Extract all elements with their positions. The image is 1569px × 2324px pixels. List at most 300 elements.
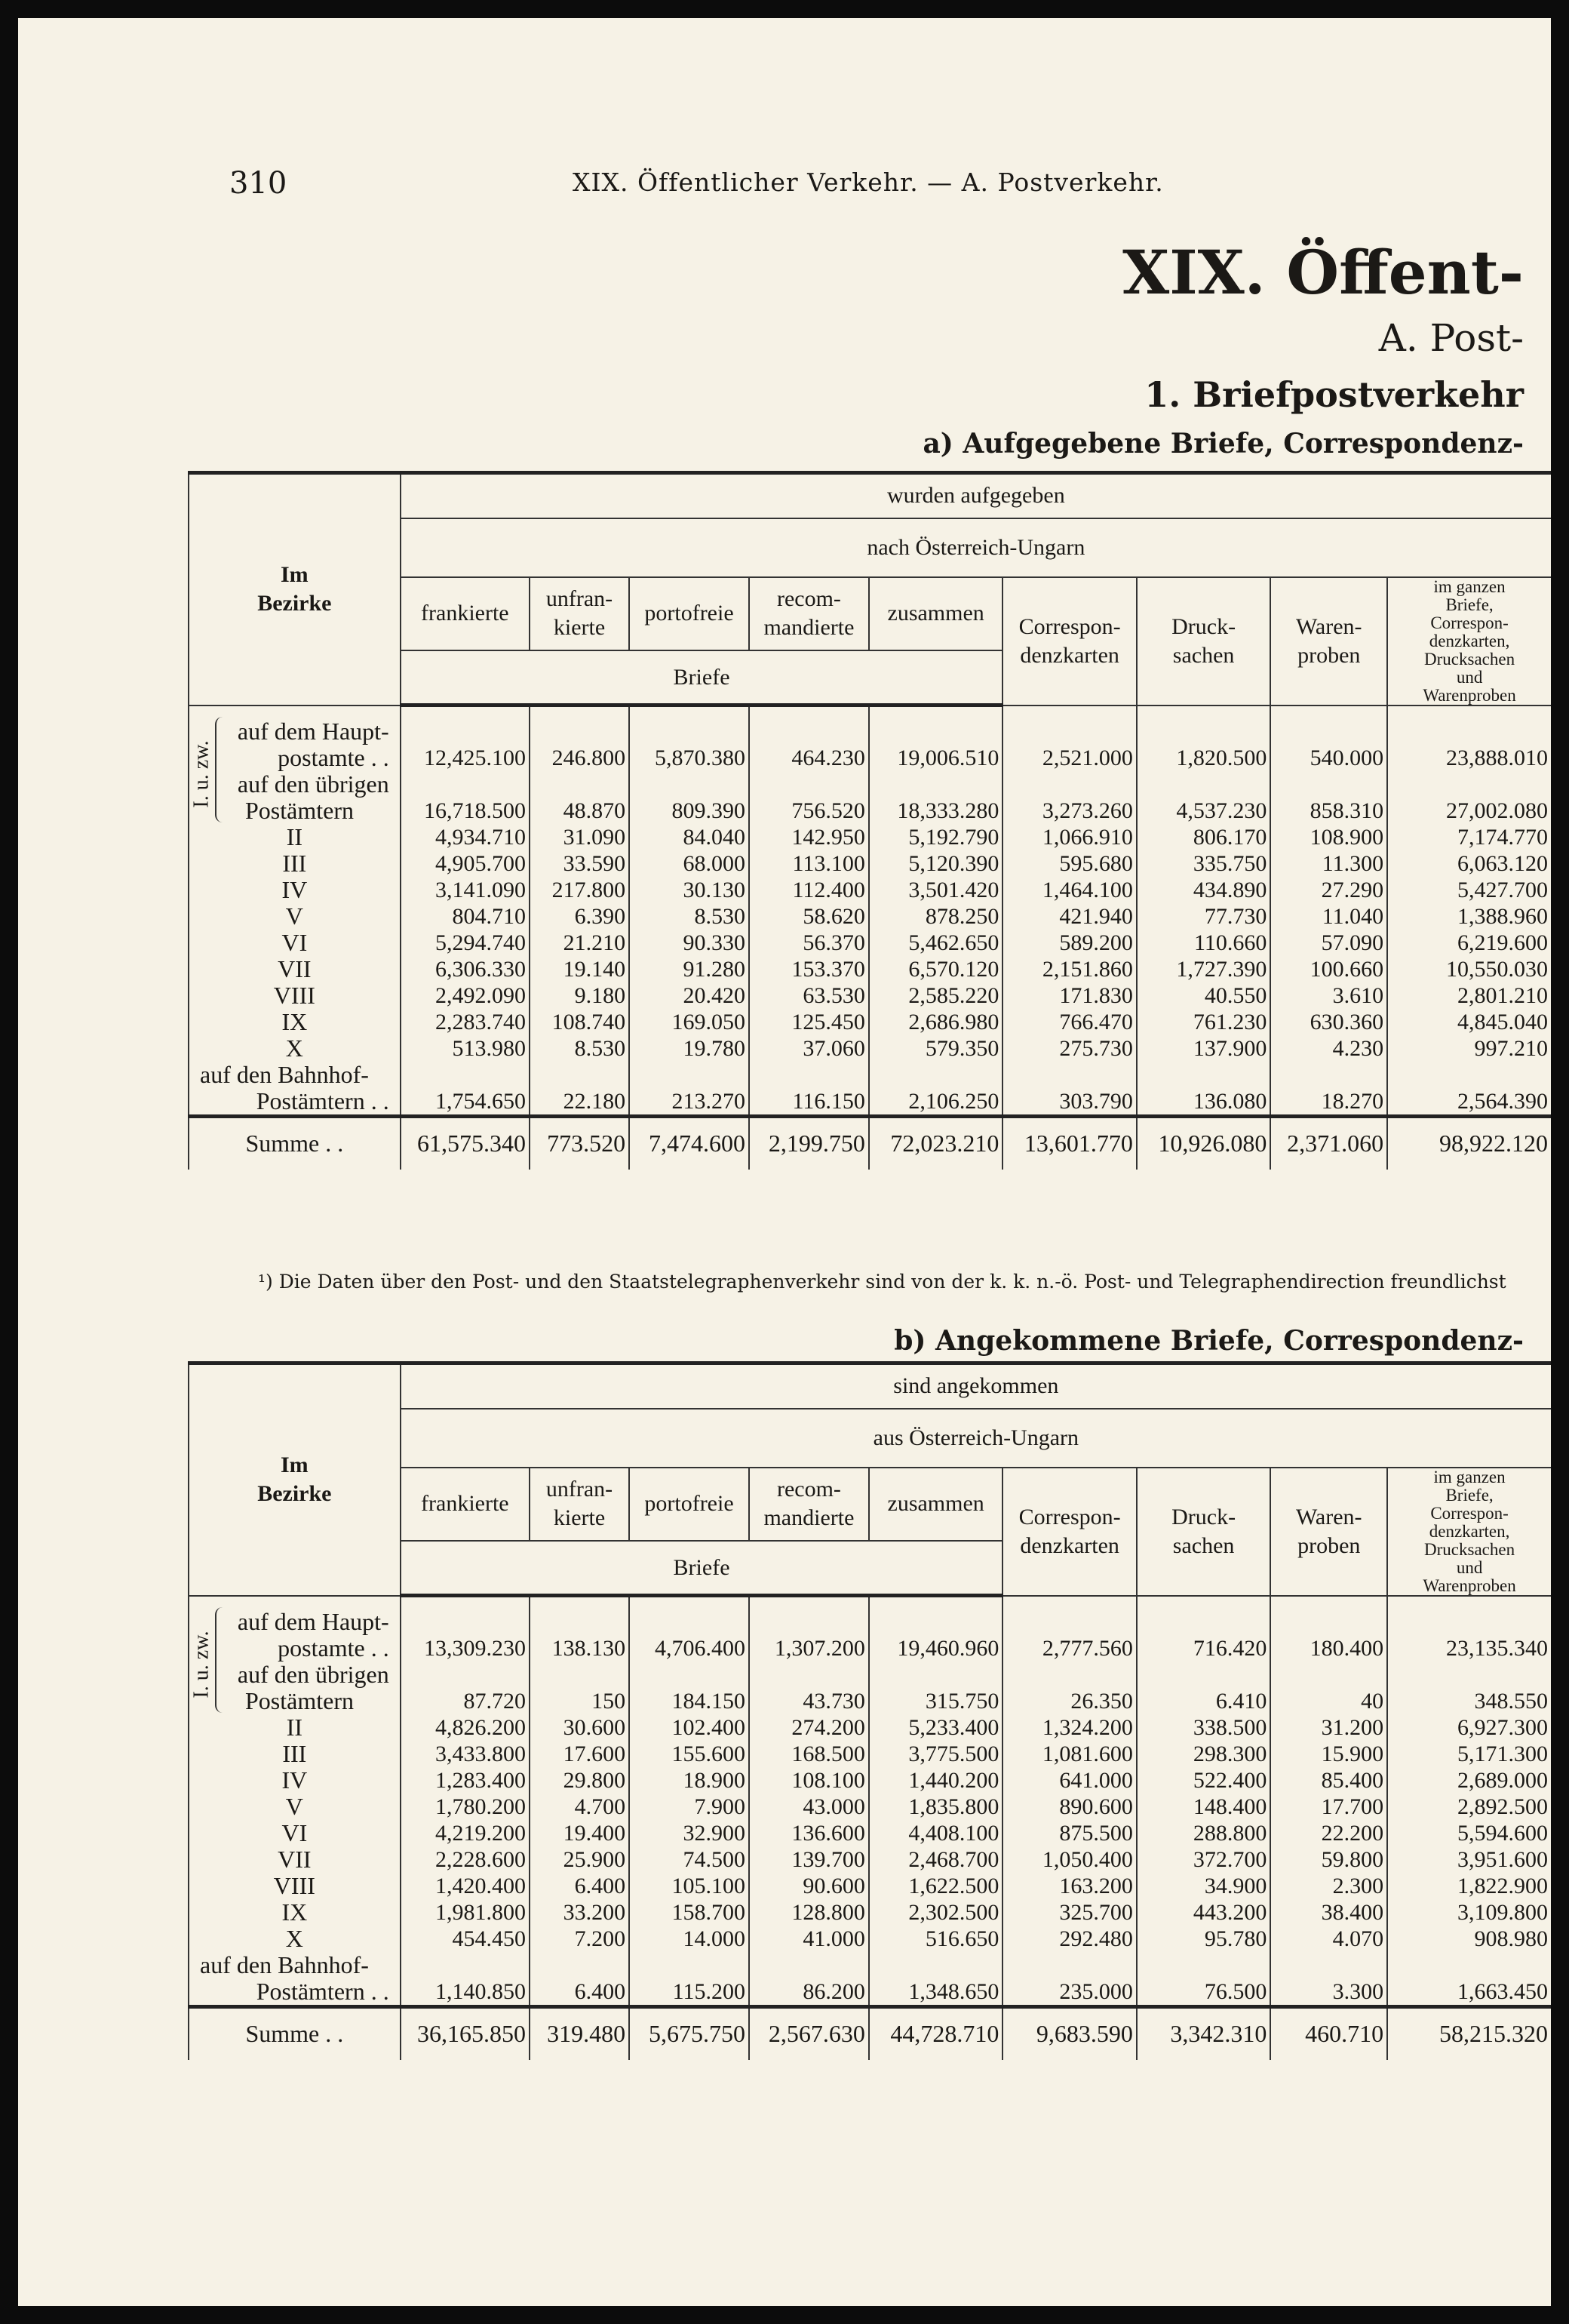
table-cell: 163.200 — [1003, 1873, 1136, 1899]
table-cell: 1,388.960 — [1387, 903, 1551, 930]
summe-row — [189, 2006, 1551, 2060]
table-cell: 4.700 — [530, 1794, 629, 1820]
table-cell: 1,440.200 — [869, 1767, 1003, 1794]
col-drucksachen: Druck- sachen — [1137, 1468, 1270, 1596]
section-title: XIX. Öffent- — [1122, 237, 1524, 308]
table-cell: 125.450 — [749, 1009, 869, 1035]
table-cell: 756.520 — [749, 771, 869, 824]
table-cell: 158.700 — [629, 1899, 749, 1926]
table-cell: 246.800 — [530, 706, 629, 771]
row-label: II — [189, 824, 401, 850]
table-cell: 2,892.500 — [1387, 1794, 1551, 1820]
col-warenproben: Waren- proben — [1270, 577, 1387, 706]
table-cell: 29.800 — [530, 1767, 629, 1794]
table-row — [189, 771, 1551, 824]
table-cell: 4,408.100 — [869, 1820, 1003, 1846]
summe-cell: 44,728.710 — [869, 2006, 1003, 2060]
table-cell: 110.660 — [1137, 930, 1270, 956]
page-number: 310 — [229, 166, 287, 201]
table-cell: 23,135.340 — [1387, 1596, 1551, 1662]
summe-cell: 460.710 — [1270, 2006, 1387, 2060]
table-cell: 1,307.200 — [749, 1596, 869, 1662]
table-aufgegeben — [188, 471, 1551, 1170]
summe-cell: 10,926.080 — [1137, 1116, 1270, 1170]
row-label: IX — [189, 1899, 401, 1926]
table-cell: 85.400 — [1270, 1767, 1387, 1794]
table-cell: 6.400 — [530, 1873, 629, 1899]
table-row — [189, 1714, 1551, 1741]
table-row — [189, 877, 1551, 903]
table-cell: 22.180 — [530, 1062, 629, 1117]
table-cell: 12,425.100 — [401, 706, 530, 771]
table-cell: 116.150 — [749, 1062, 869, 1117]
col-warenproben: Waren- proben — [1270, 1468, 1387, 1596]
table-row — [189, 1873, 1551, 1899]
table-cell: 63.530 — [749, 982, 869, 1009]
table-row — [189, 1035, 1551, 1062]
table-cell: 443.200 — [1137, 1899, 1270, 1926]
table-cell: 3.300 — [1270, 1952, 1387, 2007]
footnote: ¹) Die Daten über den Post- und den Staatstelegraphenverkehr sind von der k. k. n.-ö. Post- und Telegraphendirection freundlichst — [258, 1271, 1506, 1293]
table-cell: 6,219.600 — [1387, 930, 1551, 956]
table-cell: 1,283.400 — [401, 1767, 530, 1794]
col-zusammen: zusammen — [869, 577, 1003, 651]
table-cell: 128.800 — [749, 1899, 869, 1926]
table-row — [189, 850, 1551, 877]
row-label: auf den übrigen Postämtern — [189, 771, 401, 824]
table-cell: 155.600 — [629, 1741, 749, 1767]
table-cell: 3,433.800 — [401, 1741, 530, 1767]
table-cell: 522.400 — [1137, 1767, 1270, 1794]
table-cell: 890.600 — [1003, 1794, 1136, 1820]
row-label: I. u. zw. auf dem Haupt- postamte . . — [189, 1596, 401, 1662]
summe-cell: 2,371.060 — [1270, 1116, 1387, 1170]
briefe-heading: Briefe — [401, 651, 1003, 705]
col-drucksachen: Druck- sachen — [1137, 577, 1270, 706]
table-cell: 105.100 — [629, 1873, 749, 1899]
table-cell: 137.900 — [1137, 1035, 1270, 1062]
table-cell: 5,462.650 — [869, 930, 1003, 956]
direction-heading: aus Österreich-Ungarn — [401, 1409, 1551, 1468]
table-cell: 858.310 — [1270, 771, 1387, 824]
table-cell: 169.050 — [629, 1009, 749, 1035]
row-label: X — [189, 1926, 401, 1952]
table-cell: 43.730 — [749, 1662, 869, 1714]
table-row — [189, 930, 1551, 956]
table-cell: 2,302.500 — [869, 1899, 1003, 1926]
summe-cell: 5,675.750 — [629, 2006, 749, 2060]
table-cell: 2,585.220 — [869, 982, 1003, 1009]
row-label: I. u. zw. auf dem Haupt- postamte . . — [189, 706, 401, 771]
table-cell: 5,171.300 — [1387, 1741, 1551, 1767]
table-cell: 40 — [1270, 1662, 1387, 1714]
table-cell: 464.230 — [749, 706, 869, 771]
table-cell: 908.980 — [1387, 1926, 1551, 1952]
table-cell: 4,905.700 — [401, 850, 530, 877]
table-cell: 4.230 — [1270, 1035, 1387, 1062]
table-row — [189, 1741, 1551, 1767]
table-cell: 58.620 — [749, 903, 869, 930]
row-label: V — [189, 903, 401, 930]
bezirke-header: Im Bezirke — [189, 1363, 401, 1596]
table-cell: 23,888.010 — [1387, 706, 1551, 771]
table-cell: 6.410 — [1137, 1662, 1270, 1714]
table-cell: 1,464.100 — [1003, 877, 1136, 903]
table-cell: 25.900 — [530, 1846, 629, 1873]
table-cell: 77.730 — [1137, 903, 1270, 930]
table-cell: 3,109.800 — [1387, 1899, 1551, 1926]
table-cell: 716.420 — [1137, 1596, 1270, 1662]
table-cell: 59.800 — [1270, 1846, 1387, 1873]
table-cell: 37.060 — [749, 1035, 869, 1062]
table-row — [189, 824, 1551, 850]
table-cell: 9.180 — [530, 982, 629, 1009]
table-cell: 43.000 — [749, 1794, 869, 1820]
table-cell: 102.400 — [629, 1714, 749, 1741]
table-cell: 1,420.400 — [401, 1873, 530, 1899]
table-cell: 6,063.120 — [1387, 850, 1551, 877]
table-cell: 3,951.600 — [1387, 1846, 1551, 1873]
table-cell: 1,622.500 — [869, 1873, 1003, 1899]
table-cell: 18.900 — [629, 1767, 749, 1794]
col-unfrankierte: unfran- kierte — [530, 1468, 629, 1542]
table-cell: 26.350 — [1003, 1662, 1136, 1714]
table-cell: 115.200 — [629, 1952, 749, 2007]
table-row — [189, 1794, 1551, 1820]
table-cell: 806.170 — [1137, 824, 1270, 850]
summe-cell: 773.520 — [530, 1116, 629, 1170]
bezirke-header: Im Bezirke — [189, 473, 401, 706]
table-b-title: b) Angekommene Briefe, Correspondenz- — [894, 1325, 1524, 1357]
table-cell: 3,501.420 — [869, 877, 1003, 903]
row-label: X — [189, 1035, 401, 1062]
group-heading: sind angekommen — [401, 1363, 1551, 1409]
table-cell: 30.600 — [530, 1714, 629, 1741]
table-cell: 38.400 — [1270, 1899, 1387, 1926]
col-correspondenzkarten: Correspon- denzkarten — [1003, 577, 1136, 706]
table-cell: 1,981.800 — [401, 1899, 530, 1926]
table-cell: 139.700 — [749, 1846, 869, 1873]
table-cell: 2,801.210 — [1387, 982, 1551, 1009]
table-row — [189, 1767, 1551, 1794]
table-cell: 21.210 — [530, 930, 629, 956]
summe-cell: 98,922.120 — [1387, 1116, 1551, 1170]
table-cell: 11.040 — [1270, 903, 1387, 930]
table-cell: 90.330 — [629, 930, 749, 956]
summe-label: Summe . . — [189, 1116, 401, 1170]
table-cell: 516.650 — [869, 1926, 1003, 1952]
table-cell: 108.100 — [749, 1767, 869, 1794]
table-cell: 31.200 — [1270, 1714, 1387, 1741]
table-cell: 180.400 — [1270, 1596, 1387, 1662]
table-cell: 804.710 — [401, 903, 530, 930]
table-cell: 30.130 — [629, 877, 749, 903]
table-cell: 68.000 — [629, 850, 749, 877]
table-cell: 3.610 — [1270, 982, 1387, 1009]
summe-cell: 2,567.630 — [749, 2006, 869, 2060]
table-row — [189, 982, 1551, 1009]
table-cell: 1,822.900 — [1387, 1873, 1551, 1899]
table-cell: 4,826.200 — [401, 1714, 530, 1741]
table-cell: 5,870.380 — [629, 706, 749, 771]
table-cell: 6.400 — [530, 1952, 629, 2007]
table-cell: 630.360 — [1270, 1009, 1387, 1035]
table-cell: 22.200 — [1270, 1820, 1387, 1846]
col-correspondenzkarten: Correspon- denzkarten — [1003, 1468, 1136, 1596]
col-im-ganzen: im ganzen Briefe, Correspon- denzkarten, Drucksachen und Warenproben — [1387, 1468, 1551, 1596]
table-cell: 18,333.280 — [869, 771, 1003, 824]
table-cell: 761.230 — [1137, 1009, 1270, 1035]
table-row — [189, 903, 1551, 930]
table-cell: 338.500 — [1137, 1714, 1270, 1741]
row-label: III — [189, 850, 401, 877]
table-row — [189, 1062, 1551, 1117]
table-cell: 15.900 — [1270, 1741, 1387, 1767]
table-cell: 171.830 — [1003, 982, 1136, 1009]
table-cell: 766.470 — [1003, 1009, 1136, 1035]
table-cell: 595.680 — [1003, 850, 1136, 877]
row-label: auf den Bahnhof- Postämtern . . — [189, 1952, 401, 2007]
table-cell: 4,219.200 — [401, 1820, 530, 1846]
table-cell: 2,283.740 — [401, 1009, 530, 1035]
table-cell: 6,570.120 — [869, 956, 1003, 982]
table-cell: 315.750 — [869, 1662, 1003, 1714]
sub-title: A. Post- — [1378, 316, 1524, 360]
table-cell: 3,775.500 — [869, 1741, 1003, 1767]
table-cell: 5,594.600 — [1387, 1820, 1551, 1846]
table-cell: 32.900 — [629, 1820, 749, 1846]
table-cell: 33.590 — [530, 850, 629, 877]
summe-cell: 58,215.320 — [1387, 2006, 1551, 2060]
table-cell: 292.480 — [1003, 1926, 1136, 1952]
table-cell: 1,820.500 — [1137, 706, 1270, 771]
table-row — [189, 1952, 1551, 2007]
table-cell: 100.660 — [1270, 956, 1387, 982]
table-cell: 809.390 — [629, 771, 749, 824]
col-recommandierte: recom- mandierte — [749, 1468, 869, 1542]
table-cell: 2,564.390 — [1387, 1062, 1551, 1117]
table-cell: 2,521.000 — [1003, 706, 1136, 771]
table-cell: 56.370 — [749, 930, 869, 956]
table-cell: 1,348.650 — [869, 1952, 1003, 2007]
table-cell: 303.790 — [1003, 1062, 1136, 1117]
row-label: VII — [189, 1846, 401, 1873]
table-cell: 2,492.090 — [401, 982, 530, 1009]
col-portofreie: portofreie — [629, 577, 749, 651]
direction-heading: nach Österreich-Ungarn — [401, 518, 1551, 577]
table-a-title: a) Aufgegebene Briefe, Correspondenz- — [923, 428, 1524, 460]
district-i-label: I. u. zw. — [189, 739, 213, 808]
row-label: IV — [189, 1767, 401, 1794]
row-label: auf den Bahnhof- Postämtern . . — [189, 1062, 401, 1117]
table-cell: 17.600 — [530, 1741, 629, 1767]
summe-cell: 7,474.600 — [629, 1116, 749, 1170]
table-cell: 11.300 — [1270, 850, 1387, 877]
col-im-ganzen: im ganzen Briefe, Correspon- denzkarten, Drucksachen und Warenproben — [1387, 577, 1551, 706]
table-row — [189, 1899, 1551, 1926]
table-cell: 513.980 — [401, 1035, 530, 1062]
table-cell: 274.200 — [749, 1714, 869, 1741]
table-cell: 113.100 — [749, 850, 869, 877]
table-row — [189, 1820, 1551, 1846]
summe-cell: 61,575.340 — [401, 1116, 530, 1170]
table-cell: 19.780 — [629, 1035, 749, 1062]
table-cell: 1,754.650 — [401, 1062, 530, 1117]
row-label: IX — [189, 1009, 401, 1035]
table-cell: 1,835.800 — [869, 1794, 1003, 1820]
running-title: XIX. Öffentlicher Verkehr. — A. Postverkehr. — [573, 168, 1164, 197]
table-cell: 16,718.500 — [401, 771, 530, 824]
col-zusammen: zusammen — [869, 1468, 1003, 1542]
table-cell: 57.090 — [1270, 930, 1387, 956]
briefe-heading: Briefe — [401, 1542, 1003, 1595]
table-cell: 4,934.710 — [401, 824, 530, 850]
table-cell: 7,174.770 — [1387, 824, 1551, 850]
table-cell: 997.210 — [1387, 1035, 1551, 1062]
table-cell: 8.530 — [629, 903, 749, 930]
table-cell: 217.800 — [530, 877, 629, 903]
table-cell: 6,927.300 — [1387, 1714, 1551, 1741]
summe-cell: 72,023.210 — [869, 1116, 1003, 1170]
col-frankierte: frankierte — [401, 577, 530, 651]
table-cell: 41.000 — [749, 1926, 869, 1952]
table-cell: 5,427.700 — [1387, 877, 1551, 903]
table-cell: 421.940 — [1003, 903, 1136, 930]
table-cell: 112.400 — [749, 877, 869, 903]
table-cell: 95.780 — [1137, 1926, 1270, 1952]
table-cell: 27.290 — [1270, 877, 1387, 903]
table-cell: 641.000 — [1003, 1767, 1136, 1794]
table-cell: 2,106.250 — [869, 1062, 1003, 1117]
district-i-label: I. u. zw. — [189, 1630, 213, 1698]
summe-cell: 2,199.750 — [749, 1116, 869, 1170]
table-cell: 1,727.390 — [1137, 956, 1270, 982]
row-label: III — [189, 1741, 401, 1767]
table-cell: 434.890 — [1137, 877, 1270, 903]
summe-cell: 36,165.850 — [401, 2006, 530, 2060]
book-page — [18, 18, 1551, 2306]
table-row — [189, 706, 1551, 771]
table-cell: 235.000 — [1003, 1952, 1136, 2007]
row-label: VIII — [189, 982, 401, 1009]
table-row — [189, 1662, 1551, 1714]
table-row — [189, 1009, 1551, 1035]
table-cell: 90.600 — [749, 1873, 869, 1899]
summe-label: Summe . . — [189, 2006, 401, 2060]
table-cell: 2,689.000 — [1387, 1767, 1551, 1794]
col-recommandierte: recom- mandierte — [749, 577, 869, 651]
table-cell: 18.270 — [1270, 1062, 1387, 1117]
table-cell: 168.500 — [749, 1741, 869, 1767]
table-cell: 87.720 — [401, 1662, 530, 1714]
summe-row — [189, 1116, 1551, 1170]
heading-briefpostverkehr: 1. Briefpostverkehr — [1144, 374, 1524, 415]
table-cell: 184.150 — [629, 1662, 749, 1714]
table-cell: 7.200 — [530, 1926, 629, 1952]
table-cell: 2,468.700 — [869, 1846, 1003, 1873]
table-cell: 1,081.600 — [1003, 1741, 1136, 1767]
col-unfrankierte: unfran- kierte — [530, 577, 629, 651]
table-row — [189, 1926, 1551, 1952]
table-cell: 6,306.330 — [401, 956, 530, 982]
table-cell: 579.350 — [869, 1035, 1003, 1062]
table-cell: 2,151.860 — [1003, 956, 1136, 982]
table-cell: 33.200 — [530, 1899, 629, 1926]
table-row — [189, 956, 1551, 982]
table-cell: 1,066.910 — [1003, 824, 1136, 850]
summe-cell: 13,601.770 — [1003, 1116, 1136, 1170]
table-cell: 31.090 — [530, 824, 629, 850]
table-cell: 348.550 — [1387, 1662, 1551, 1714]
table-cell: 13,309.230 — [401, 1596, 530, 1662]
table-cell: 2,228.600 — [401, 1846, 530, 1873]
table-cell: 34.900 — [1137, 1873, 1270, 1899]
summe-cell: 9,683.590 — [1003, 2006, 1136, 2060]
table-cell: 108.900 — [1270, 824, 1387, 850]
table-cell: 48.870 — [530, 771, 629, 824]
table-cell: 1,780.200 — [401, 1794, 530, 1820]
table-cell: 4,706.400 — [629, 1596, 749, 1662]
row-label: IV — [189, 877, 401, 903]
row-label: VII — [189, 956, 401, 982]
table-cell: 1,663.450 — [1387, 1952, 1551, 2007]
table-cell: 4,845.040 — [1387, 1009, 1551, 1035]
row-label: VI — [189, 1820, 401, 1846]
table-cell: 19,006.510 — [869, 706, 1003, 771]
table-cell: 91.280 — [629, 956, 749, 982]
table-cell: 2.300 — [1270, 1873, 1387, 1899]
table-cell: 10,550.030 — [1387, 956, 1551, 982]
table-cell: 288.800 — [1137, 1820, 1270, 1846]
table-cell: 5,233.400 — [869, 1714, 1003, 1741]
row-label: V — [189, 1794, 401, 1820]
table-cell: 1,324.200 — [1003, 1714, 1136, 1741]
table-cell: 5,192.790 — [869, 824, 1003, 850]
table-cell: 142.950 — [749, 824, 869, 850]
table-cell: 86.200 — [749, 1952, 869, 2007]
col-frankierte: frankierte — [401, 1468, 530, 1542]
table-cell: 540.000 — [1270, 706, 1387, 771]
row-label: auf den übrigen Postämtern — [189, 1662, 401, 1714]
table-cell: 372.700 — [1137, 1846, 1270, 1873]
table-cell: 589.200 — [1003, 930, 1136, 956]
table-cell: 4.070 — [1270, 1926, 1387, 1952]
row-label: II — [189, 1714, 401, 1741]
table-cell: 74.500 — [629, 1846, 749, 1873]
table-cell: 5,120.390 — [869, 850, 1003, 877]
table-cell: 2,686.980 — [869, 1009, 1003, 1035]
table-cell: 40.550 — [1137, 982, 1270, 1009]
table-cell: 298.300 — [1137, 1741, 1270, 1767]
table-cell: 138.130 — [530, 1596, 629, 1662]
table-cell: 150 — [530, 1662, 629, 1714]
table-cell: 8.530 — [530, 1035, 629, 1062]
table-cell: 108.740 — [530, 1009, 629, 1035]
table-cell: 878.250 — [869, 903, 1003, 930]
table-cell: 6.390 — [530, 903, 629, 930]
table-cell: 4,537.230 — [1137, 771, 1270, 824]
table-cell: 136.600 — [749, 1820, 869, 1846]
table-angekommen — [188, 1361, 1551, 2060]
table-cell: 148.400 — [1137, 1794, 1270, 1820]
table-cell: 1,050.400 — [1003, 1846, 1136, 1873]
table-cell: 3,141.090 — [401, 877, 530, 903]
table-row — [189, 1846, 1551, 1873]
table-cell: 84.040 — [629, 824, 749, 850]
table-cell: 3,273.260 — [1003, 771, 1136, 824]
summe-cell: 3,342.310 — [1137, 2006, 1270, 2060]
summe-cell: 319.480 — [530, 2006, 629, 2060]
